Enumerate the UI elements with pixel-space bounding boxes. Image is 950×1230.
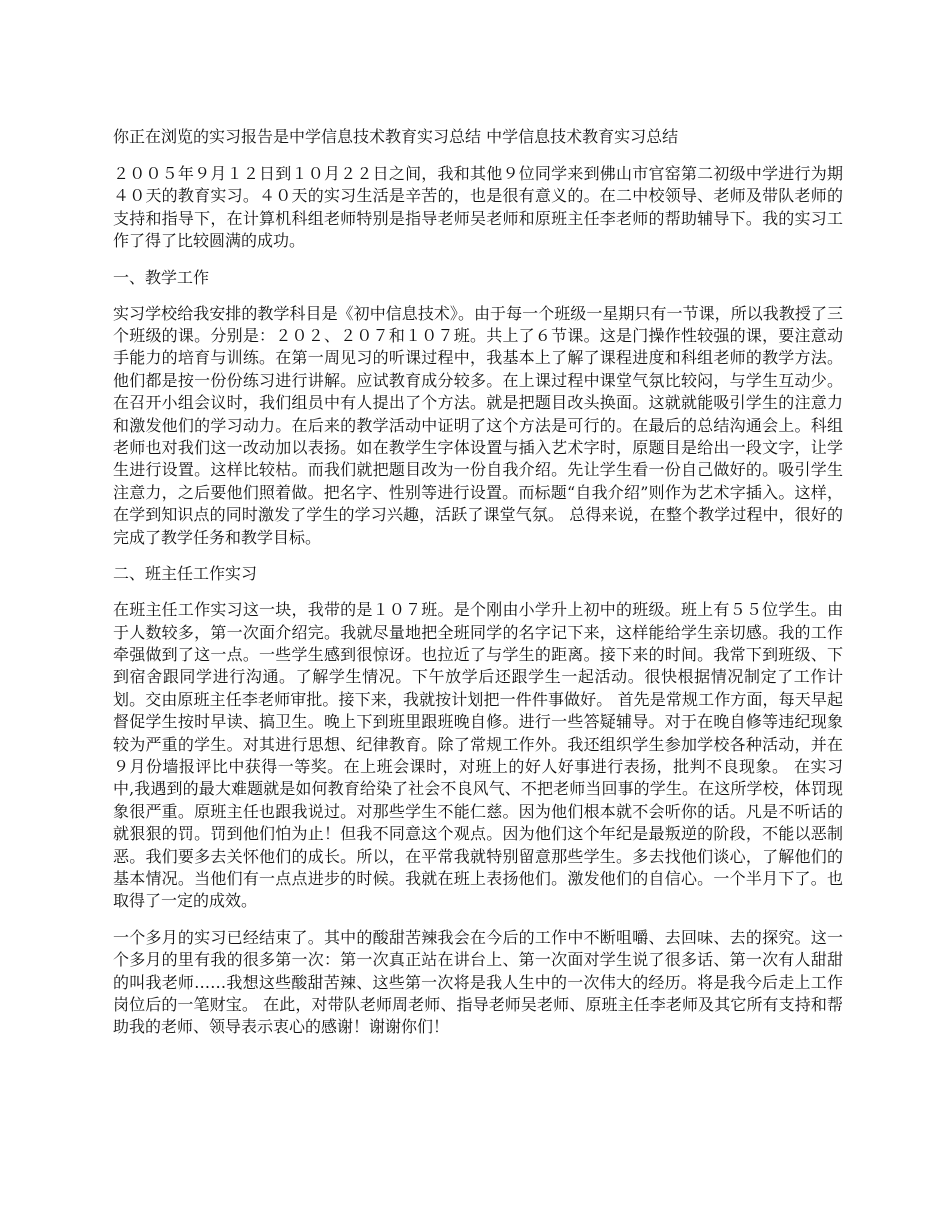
closing-paragraph: 一个多月的实习已经结束了。其中的酸甜苦辣我会在今后的工作中不断咀嚼、去回味、去的探究。这一个多月的里有我的很多第一次：第一次真正站在讲台上、第一次面对学生说了很多话、第一次有人甜甜的叫我老师……我想这些酸甜苦辣、这些第一次将是我人生中的一次伟大的经历。将是我今后走上工作岗位后的一笔财宝。 在此，对带队老师周老师、指导老师吴老师、原班主任李老师及其它所有支持和帮助我的老师、领导表示衷心的感谢！谢谢你们！ [113, 927, 843, 1037]
section-heading-class-teacher: 二、班主任工作实习 [113, 564, 258, 584]
document-page [113, 125, 843, 1053]
class-teacher-paragraph: 在班主任工作实习这一块，我带的是１０７班。是个刚由小学升上初中的班级。班上有５５位学生。由于人数较多，第一次面介绍完。我就尽量地把全班同学的名字记下来，这样能给学生亲切感。我的工作牵强做到了这一点。一些学生感到很惊讶。也拉近了与学生的距离。接下来的时间。我常下到班级、下到宿舍跟同学进行沟通。了解学生情况。下午放学后还跟学生一起活动。很快根据情况制定了工作计划。交由原班主任李老师审批。接下来，我就按计划把一件件事做好。 首先是常规工作方面，每天早起督促学生按时早读、搞卫生。晚上下到班里跟班晚自修。进行一些答疑辅导。对于在晚自修等违纪现象较为严重的学生。对其进行思想、纪律教育。除了常规工作外。我还组织学生参加学校各种活动，并在９月份墙报评比中获得一等奖。在上班会课时，对班上的好人好事进行表扬，批判不良现象。 在实习中,我遇到的最大难题就是如何教育给染了社会不良风气、不把老师当回事的学生。在这所学校，体罚现象很严重。原班主任也跟我说过。对那些学生不能仁慈。因为他们根本就不会听你的话。凡是不听话的就狠狠的罚。罚到他们怕为止！但我不同意这个观点。因为他们这个年纪是最叛逆的阶段，不能以恶制恶。我们要多去关怀他们的成长。所以，在平常我就特别留意那些学生。多去找他们谈心，了解他们的基本情况。当他们有一点点进步的时候。我就在班上表扬他们。激发他们的自信心。一个半月下了。也取得了一定的成效。 [113, 600, 843, 911]
document-title: 你正在浏览的实习报告是中学信息技术教育实习总结 中学信息技术教育实习总结 [113, 127, 679, 146]
teaching-paragraph: 实习学校给我安排的教学科目是《初中信息技术》。由于每一个班级一星期只有一节课，所以我教授了三个班级的课。分别是：２０２、２０７和１０７班。共上了６节课。这是门操作性较强的课，要注意动手能力的培育与训练。在第一周见习的听课过程中，我基本上了解了课程进度和科组老师的教学方法。他们都是按一份份练习进行讲解。应试教育成分较多。在上课过程中课堂气氛比较闷，与学生互动少。在召开小组会议时，我们组员中有人提出了个方法。就是把题目改头换面。这就就能吸引学生的注意力和激发他们的学习动力。在后来的教学活动中证明了这个方法是可行的。在最后的总结沟通会上。科组老师也对我们这一改动加以表扬。如在教学生字体设置与插入艺术字时，原题目是给出一段文字，让学生进行设置。这样比较枯。而我们就把题目改为一份自我介绍。先让学生看一份自己做好的。吸引学生注意力，之后要他们照着做。把名字、性别等进行设置。而标题“自我介绍”则作为艺术字插入。这样，在学到知识点的同时激发了学生的学习兴趣，活跃了课堂气氛。 总得来说，在整个教学过程中，很好的完成了教学任务和教学目标。 [113, 303, 843, 547]
intro-paragraph: ２００５年９月１２日到１０月２２日之间，我和其他９位同学来到佛山市官窑第二初级中学进行为期４０天的教育实习。４０天的实习生活是辛苦的，也是很有意义的。在二中校领导、老师及带队老师的支持和指导下，在计算机科组老师特别是指导老师吴老师和原班主任李老师的帮助辅导下。我的实习工作了得了比较圆满的成功。 [113, 164, 843, 251]
section-heading-teaching: 一、教学工作 [113, 267, 210, 287]
